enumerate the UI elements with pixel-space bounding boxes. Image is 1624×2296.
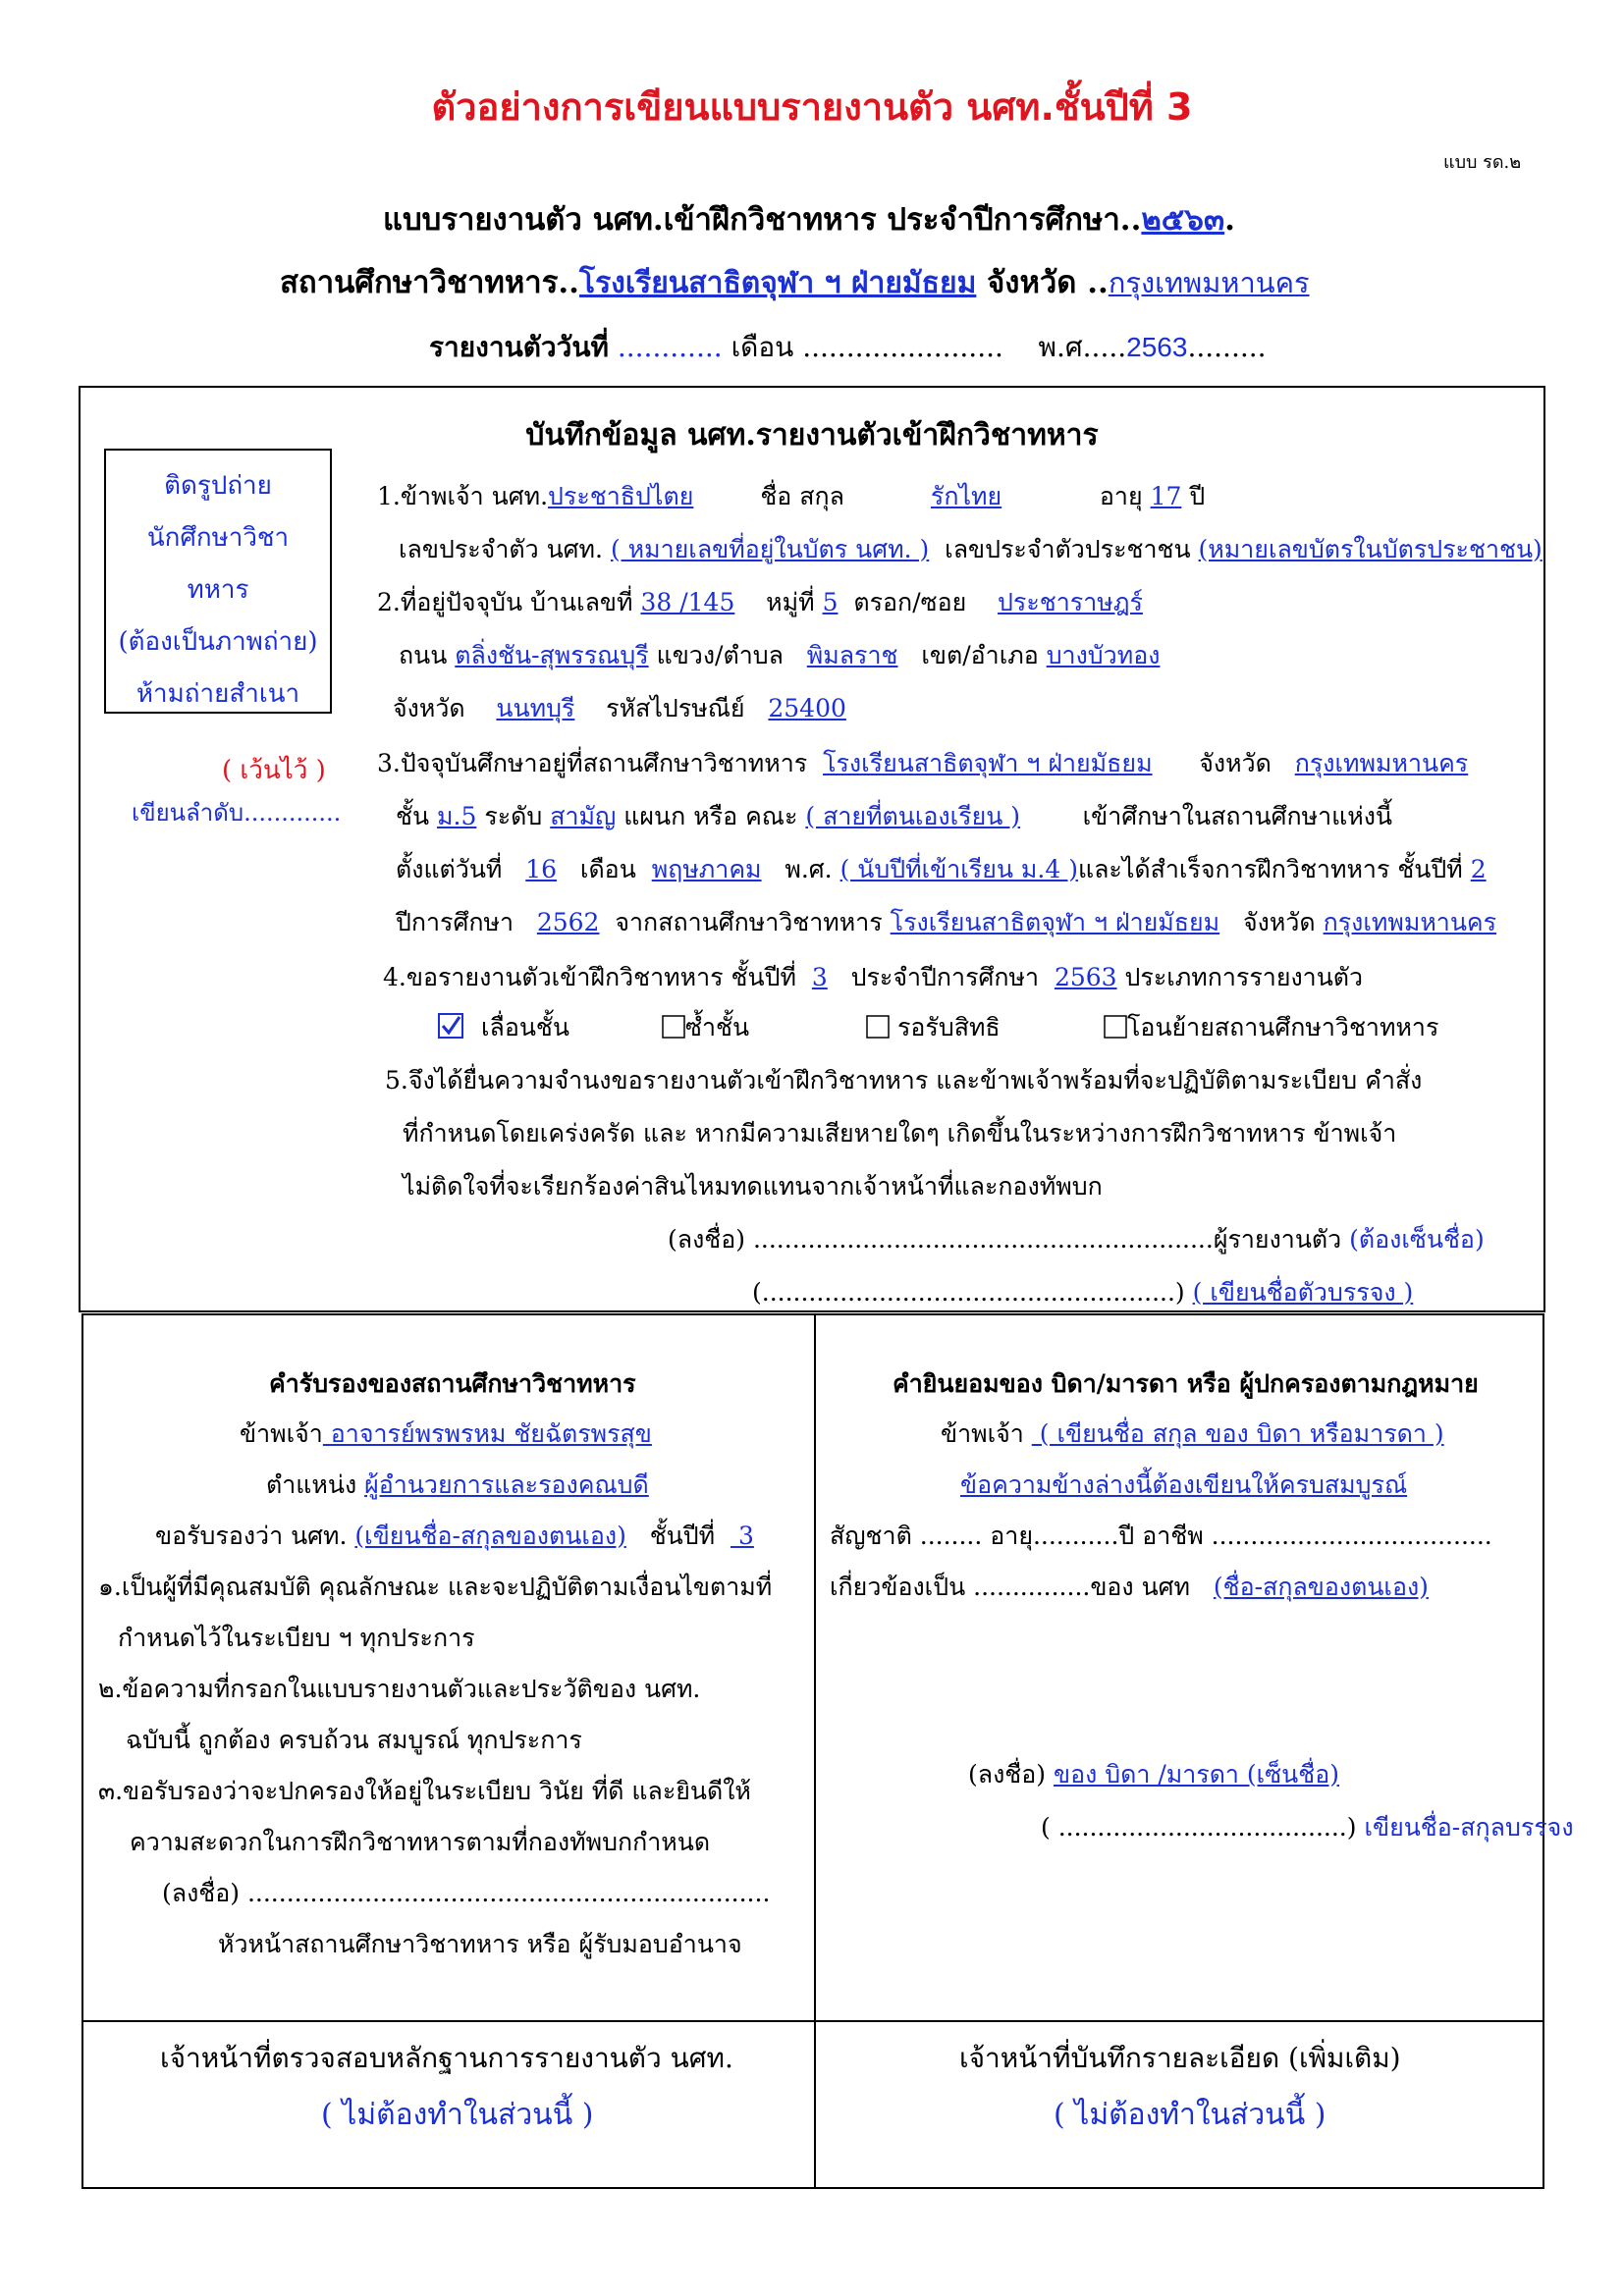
zipcode-label: รหัสไปรษณีย์	[606, 694, 745, 722]
cert-sign-field[interactable]: (ลงชื่อ) ...................................................................	[162, 1879, 771, 1907]
consent-sign-label: (ลงชื่อ)	[968, 1760, 1047, 1789]
student-id-field[interactable]: ( หมายเลขที่อยู่ในบัตร นศท. )	[610, 535, 930, 563]
academic-year-field[interactable]: 2562	[536, 908, 600, 936]
cert-line-1	[240, 1415, 652, 1454]
report-acad-label: ประจำปีการศึกษา	[850, 963, 1040, 991]
option-repeat-label: ซ้ำชั้น	[685, 1013, 750, 1041]
header-line-1: แบบรายงานตัว นศท.เข้าฝึกวิชาทหาร ประจำปีการศึกษา..๒๕๖๓.	[383, 202, 1235, 238]
option-repeat[interactable]	[662, 1008, 749, 1047]
option-transfer[interactable]	[1104, 1008, 1438, 1047]
district-field[interactable]: บางบัวทอง	[1046, 641, 1161, 669]
prev-school-label: จากสถานศึกษาวิชาทหาร	[615, 908, 883, 936]
cert-item-2b: ฉบับนี้ ถูกต้อง ครบถ้วน สมบูรณ์ ทุกประการ	[126, 1726, 582, 1754]
reporter-signature	[668, 1220, 1485, 1259]
prev-province-label: จังหวัด	[1243, 908, 1316, 936]
consent-student-field[interactable]: (ชื่อ-สกุลของตนเอง)	[1213, 1573, 1429, 1601]
grade-field[interactable]: ม.5	[437, 802, 477, 830]
cert-name-field[interactable]: อาจารย์พรพรหม ชัยฉัตรพรสุข	[322, 1419, 652, 1448]
cert-item-1b: กำหนดไว้ในระเบียบ ฯ ทุกประการ	[118, 1624, 475, 1652]
reporter-printname-note: ( เขียนชื่อตัวบรรจง )	[1192, 1278, 1414, 1307]
cert-line-3	[155, 1517, 754, 1556]
record-line-1	[377, 477, 1205, 516]
prev-school-field[interactable]: โรงเรียนสาธิตจุฬา ฯ ฝ่ายมัธยม	[890, 908, 1220, 936]
since-year-field[interactable]: ( นับปีที่เข้าเรียน ม.4 )	[839, 855, 1078, 883]
declaration-line-3: ไม่ติดใจที่จะเรียกร้องค่าสินไหมทดแทนจากเจ้าหน้าที่และกองทัพบก	[403, 1172, 1103, 1201]
soi-field[interactable]: ประชาราษฎร์	[998, 588, 1143, 616]
moo-label: หมู่ที่	[766, 588, 815, 616]
age-field[interactable]: 17	[1150, 482, 1182, 510]
photo-text-4: (ต้องเป็นภาพถ่าย)	[118, 627, 318, 657]
photo-text-1: ติดรูปถ่าย	[164, 471, 272, 501]
cert-position-label: ตำแหน่ง	[266, 1470, 357, 1499]
consent-line-4	[830, 1568, 1429, 1607]
since-day-label: ตั้งแต่วันที่	[396, 855, 503, 883]
completed-year-field[interactable]: 2	[1470, 855, 1487, 883]
province-field[interactable]: นนทบุรี	[496, 694, 575, 722]
report-month-label: เดือน	[731, 331, 794, 363]
level-field[interactable]: สามัญ	[550, 802, 617, 830]
report-year-level-field[interactable]: 3	[811, 963, 828, 991]
cert-title: คำรับรองของสถานศึกษาวิชาทหาร	[269, 1369, 636, 1398]
cert-year-field[interactable]: 3	[731, 1522, 754, 1550]
report-day-field[interactable]: ............	[617, 331, 723, 363]
option-waiting-label: รอรับสิทธิ	[896, 1013, 1001, 1041]
header-province[interactable]: กรุงเทพมหานคร	[1108, 266, 1310, 299]
record-line-7	[396, 797, 1392, 836]
house-field[interactable]: 38 /145	[640, 588, 735, 616]
order-label: เขียนลำดับ.............	[132, 799, 342, 827]
option-promote[interactable]	[438, 1008, 569, 1047]
cert-item-3: ๓.ขอรับรองว่าจะปกครองให้อยู่ในระเบียบ วินัย ที่ดี และยินดีให้	[98, 1777, 751, 1805]
consent-name-label: ข้าพเจ้า	[941, 1419, 1024, 1448]
enroll-label: เข้าศึกษาในสถานศึกษาแห่งนี้	[1082, 802, 1393, 830]
completed-year-label: และได้สำเร็จการฝึกวิชาทหาร ชั้นปีที่	[1077, 855, 1463, 883]
current-school-field[interactable]: โรงเรียนสาธิตจุฬา ฯ ฝ่ายมัธยม	[823, 749, 1153, 777]
cert-position-field[interactable]: ผู้อำนวยการและรองคณบดี	[364, 1470, 649, 1499]
header-line-3	[429, 326, 1267, 369]
form-code: แบบ รด.๒	[1443, 152, 1522, 173]
footer-left-title: เจ้าหน้าที่ตรวจสอบหลักฐานการรายงานตัว นศท.	[160, 2042, 733, 2074]
cert-name-label: ข้าพเจ้า	[240, 1419, 323, 1448]
department-field[interactable]: ( สายที่ตนเองเรียน )	[805, 802, 1021, 830]
grade-label: ชั้น	[396, 802, 430, 830]
current-province-field[interactable]: กรุงเทพมหานคร	[1294, 749, 1469, 777]
name-label: 1.ข้าพเจ้า นศท.	[377, 482, 549, 510]
cert-item-2: ๒.ข้อความที่กรอกในแบบรายงานตัวและประวัติของ นศท.	[98, 1675, 701, 1703]
record-line-6	[377, 744, 1468, 783]
consent-title: คำยินยอมของ บิดา/มารดา หรือ ผู้ปกครองตามกฎหมาย	[893, 1369, 1479, 1398]
age-label: อายุ	[1099, 482, 1143, 510]
checkbox-icon[interactable]	[866, 1015, 890, 1039]
since-month-label: เดือน	[579, 855, 636, 883]
record-line-10	[383, 958, 1363, 997]
department-label: แผนก หรือ คณะ	[623, 802, 798, 830]
consent-sign-field[interactable]: ของ บิดา /มารดา (เซ็นชื่อ)	[1053, 1760, 1340, 1789]
report-acad-field[interactable]: 2563	[1054, 963, 1117, 991]
academic-year-label: ปีการศึกษา	[396, 908, 514, 936]
surname-label: ชื่อ สกุล	[760, 482, 844, 510]
report-month-field[interactable]: .......................	[802, 331, 1003, 363]
record-line-2	[399, 530, 1543, 569]
citizen-id-label: เลขประจำตัวประชาชน	[945, 535, 1191, 563]
subdistrict-label: แขวง/ตำบล	[656, 641, 784, 669]
declaration-line-1: 5.จึงได้ยื่นความจำนงขอรายงานตัวเข้าฝึกวิชาทหาร และข้าพเจ้าพร้อมที่จะปฏิบัติตามระเบียบ คำสั่ง	[385, 1066, 1423, 1095]
cert-student-label: ขอรับรองว่า นศท.	[155, 1522, 348, 1550]
report-year-tail: .........	[1187, 331, 1267, 363]
citizen-id-field[interactable]: (หมายเลขบัตรในบัตรประชาชน)	[1198, 535, 1543, 563]
report-type-label: ประเภทการรายงานตัว	[1124, 963, 1364, 991]
age-unit: ปี	[1189, 482, 1206, 510]
consent-line-3[interactable]: สัญชาติ ........ อายุ...........ปี อาชีพ ....................................	[830, 1522, 1492, 1550]
cert-year-label: ชั้นปีที่	[649, 1522, 716, 1550]
record-line-8	[396, 850, 1487, 889]
record-line-3	[377, 583, 1143, 622]
option-waiting[interactable]	[866, 1008, 1001, 1047]
record-line-5	[393, 689, 846, 728]
cert-line-2	[266, 1466, 649, 1505]
report-day-label: รายงานตัววันที่	[429, 331, 609, 363]
consent-sign	[968, 1755, 1339, 1794]
since-day-field[interactable]: 16	[525, 855, 558, 883]
checkbox-checked-icon[interactable]	[438, 1013, 463, 1039]
consent-note-text: ข้อความข้างล่างนี้ต้องเขียนให้ครบสมบูรณ์	[960, 1470, 1408, 1499]
moo-field[interactable]: 5	[822, 588, 839, 616]
soi-label: ตรอก/ซอย	[853, 588, 967, 616]
consent-name-field[interactable]: ( เขียนชื่อ สกุล ของ บิดา หรือมารดา )	[1031, 1419, 1444, 1448]
subdistrict-field[interactable]: พิมลราช	[806, 641, 898, 669]
checkbox-icon[interactable]	[662, 1015, 685, 1039]
reporter-printname	[752, 1273, 1413, 1312]
consent-printname-note: เขียนชื่อ-สกุลบรรจง	[1364, 1813, 1574, 1842]
checkbox-icon[interactable]	[1104, 1015, 1127, 1039]
reporter-sign-field[interactable]: (ลงชื่อ) ...........................................................ผู้รายงานตัว	[668, 1225, 1342, 1254]
header-province-label: จังหวัด	[987, 265, 1077, 300]
district-label: เขต/อำเภอ	[921, 641, 1039, 669]
header-year-label: แบบรายงานตัว นศท.เข้าฝึกวิชาทหาร ประจำปีการศึกษา	[383, 202, 1120, 238]
cert-sign-role: หัวหน้าสถานศึกษาวิชาทหาร หรือ ผู้รับมอบอำนาจ	[218, 1930, 742, 1958]
cert-item-1: ๑.เป็นผู้ที่มีคุณสมบัติ คุณลักษณะ และจะปฏิบัติตามเงื่อนไขตามที่	[98, 1573, 773, 1601]
photo-text-2: นักศึกษาวิชา	[146, 523, 290, 553]
house-label: 2.ที่อยู่ปัจจุบัน บ้านเลขที่	[377, 588, 633, 616]
report-year-level-label: 4.ขอรายงานตัวเข้าฝึกวิชาทหาร ชั้นปีที่	[383, 963, 796, 991]
record-line-4	[399, 636, 1160, 675]
student-id-label: เลขประจำตัว นศท.	[399, 535, 603, 563]
level-label: ระดับ	[484, 802, 543, 830]
road-field[interactable]: ตลิ่งชัน-สุพรรณบุรี	[455, 641, 649, 669]
footer-left-note: ( ไม่ต้องทำในส่วนนี้ )	[321, 2098, 594, 2132]
cert-item-3b: ความสะดวกในการฝึกวิชาทหารตามที่กองทัพบกกำหนด	[130, 1828, 711, 1856]
document-title: ตัวอย่างการเขียนแบบรายงานตัว นศท.ชั้นปีที่ 3	[431, 85, 1193, 129]
road-label: ถนน	[399, 641, 448, 669]
header-line-2: สถานศึกษาวิชาทหาร..โรงเรียนสาธิตจุฬา ฯ ฝ่ายมัธยม จังหวัด ..กรุงเทพมหานคร	[280, 265, 1310, 300]
header-year[interactable]: ๒๕๖๓	[1141, 202, 1225, 238]
table-divider-vertical	[814, 1313, 816, 2189]
current-province-label: จังหวัด	[1199, 749, 1272, 777]
cert-student-field[interactable]: (เขียนชื่อ-สกุลของตนเอง)	[354, 1522, 626, 1550]
record-title: บันทึกข้อมูล นศท.รายงานตัวเข้าฝึกวิชาทหาร	[525, 418, 1099, 453]
consent-note	[960, 1466, 1407, 1505]
province-label: จังหวัด	[393, 694, 465, 722]
photo-placeholder	[104, 449, 332, 714]
header-school[interactable]: โรงเรียนสาธิตจุฬา ฯ ฝ่ายมัธยม	[578, 266, 977, 300]
report-year[interactable]: 2563	[1126, 332, 1188, 362]
table-divider-horizontal	[81, 2020, 1544, 2022]
option-promote-label: เลื่อนชั้น	[480, 1013, 569, 1041]
surname-field[interactable]: รักไทย	[930, 482, 1002, 510]
reporter-sign-note: (ต้องเซ็นชื่อ)	[1349, 1225, 1485, 1254]
header-school-label: สถานศึกษาวิชาทหาร	[280, 265, 559, 300]
footer-right-note: ( ไม่ต้องทำในส่วนนี้ )	[1054, 2098, 1326, 2132]
since-month-field[interactable]: พฤษภาคม	[651, 855, 762, 883]
footer-right-title: เจ้าหน้าที่บันทึกรายละเอียด (เพิ่มเติม)	[959, 2042, 1401, 2074]
option-transfer-label: โอนย้ายสถานศึกษาวิชาทหาร	[1127, 1013, 1439, 1041]
consent-line-1	[941, 1415, 1444, 1454]
current-school-label: 3.ปัจจุบันศึกษาอยู่ที่สถานศึกษาวิชาทหาร	[377, 749, 808, 777]
record-line-9	[396, 903, 1496, 942]
prev-province-field[interactable]: กรุงเทพมหานคร	[1323, 908, 1497, 936]
consent-printname-field[interactable]: ( .....................................)	[1041, 1813, 1357, 1842]
blank-note: ( เว้นไว้ )	[222, 756, 326, 785]
declaration-line-2: ที่กำหนดโดยเคร่งครัด และ หากมีความเสียหายใดๆ เกิดขึ้นในระหว่างการฝึกวิชาทหาร ข้าพเจ้า	[403, 1119, 1397, 1148]
consent-relation-field[interactable]: เกี่ยวข้องเป็น ...............ของ นศท	[830, 1573, 1191, 1601]
photo-text-3: ทหาร	[187, 575, 249, 605]
zipcode-field[interactable]: 25400	[768, 694, 846, 722]
consent-printname	[1041, 1808, 1574, 1847]
reporter-printname-field[interactable]: (.....................................................)	[752, 1278, 1185, 1307]
name-field[interactable]: ประชาธิปไตย	[548, 482, 694, 510]
photo-text-5: ห้ามถ่ายสำเนา	[135, 679, 300, 709]
since-year-label: พ.ศ.	[785, 855, 833, 883]
report-year-label: พ.ศ.....	[1038, 331, 1127, 363]
